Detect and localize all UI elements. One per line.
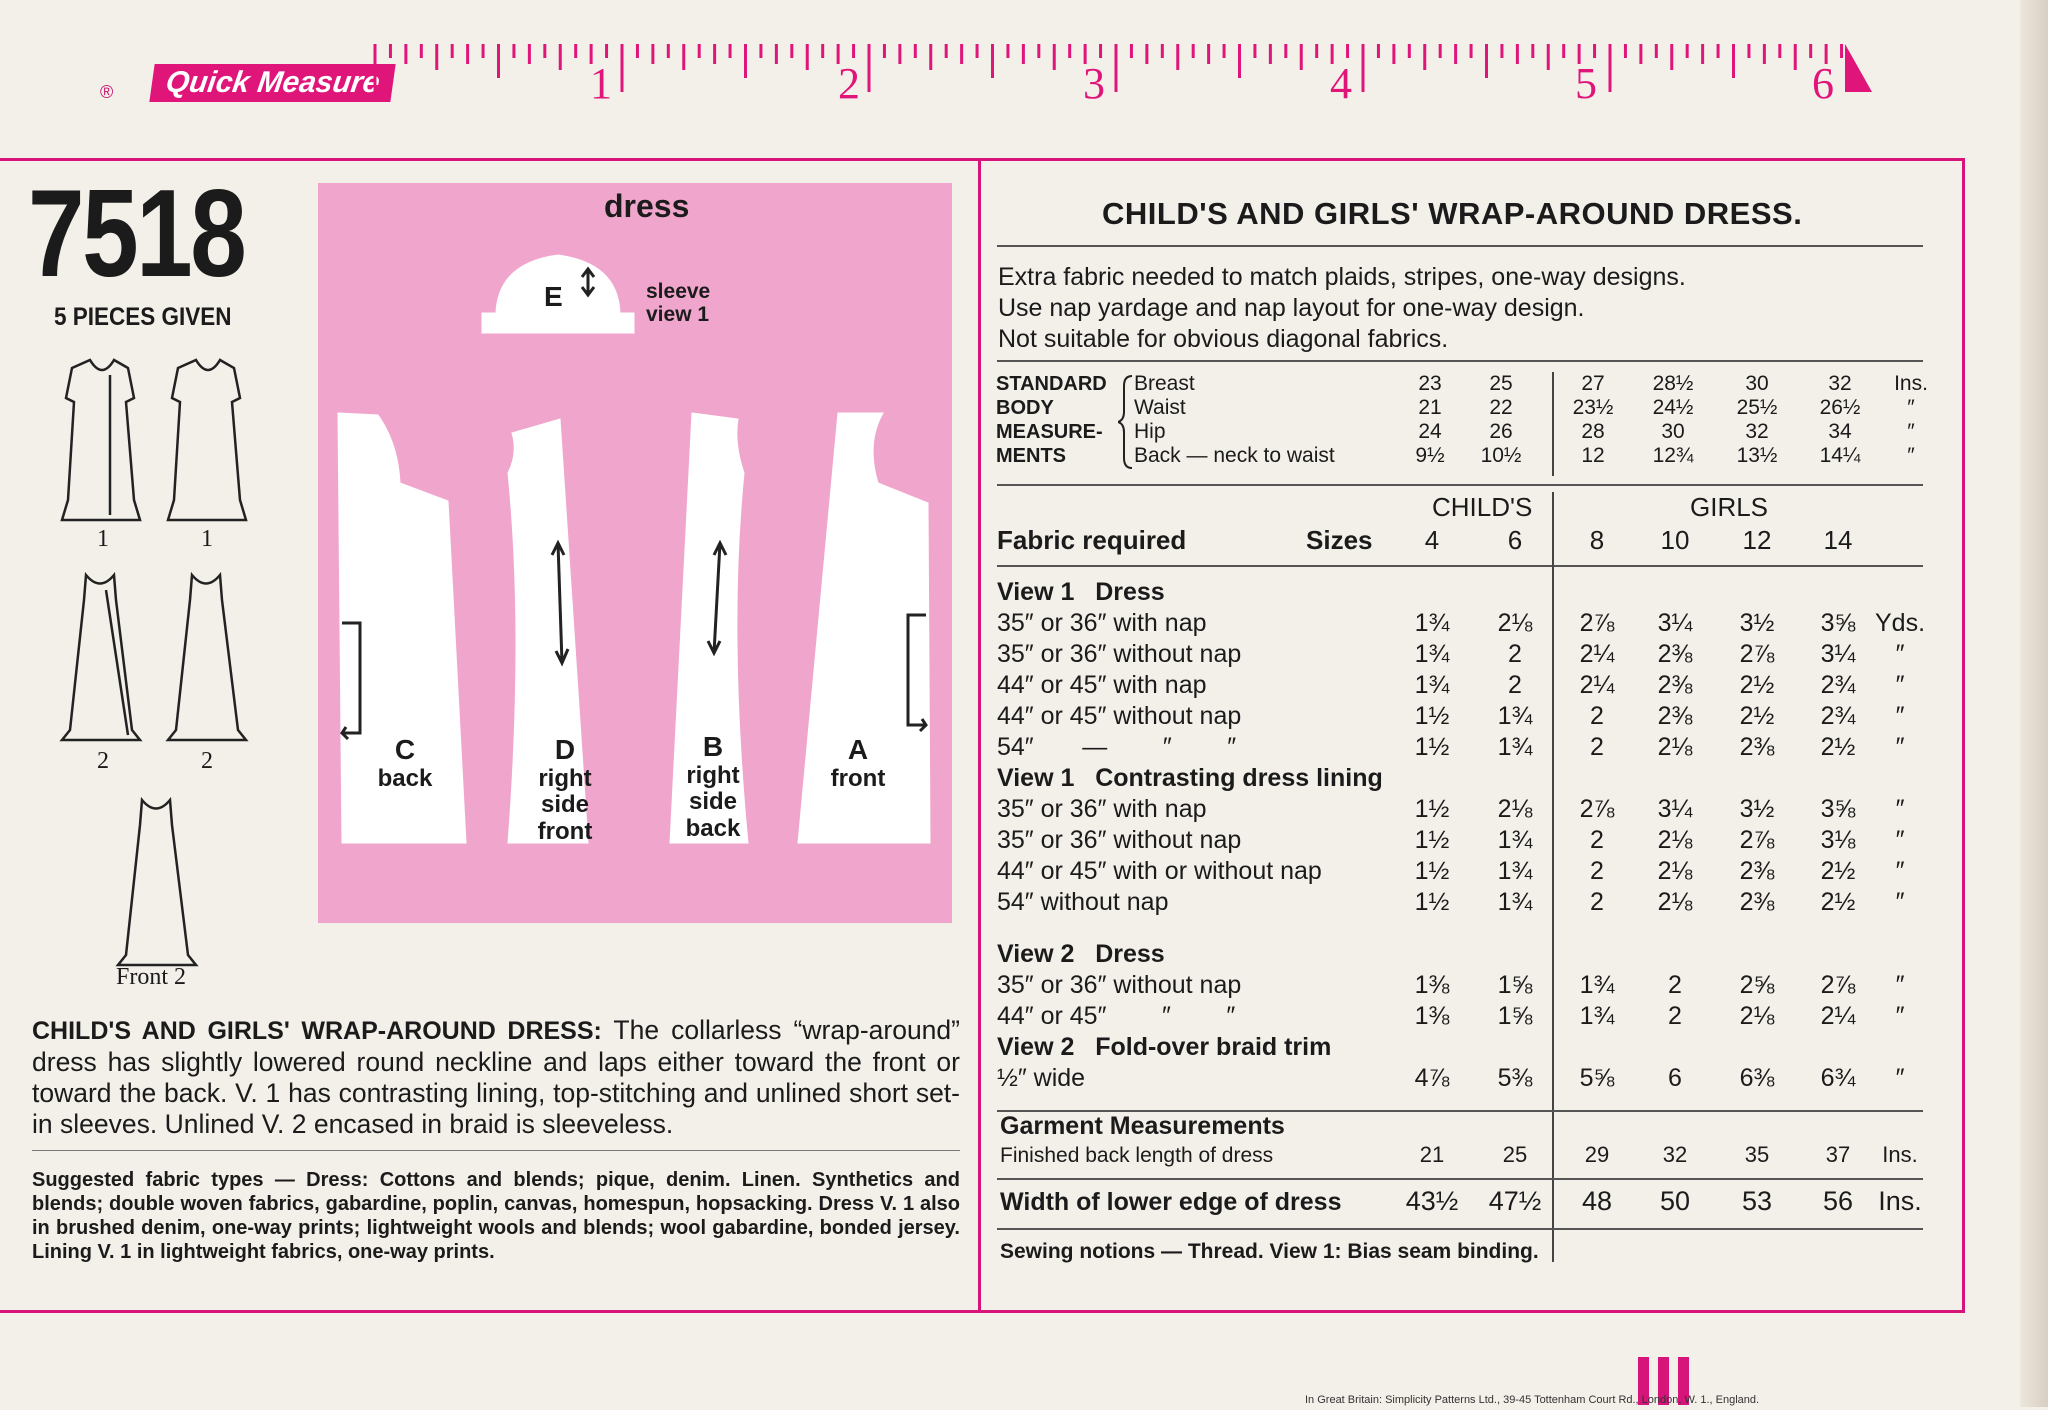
sleeve-name: sleeve [646, 280, 711, 303]
fabric-value: 1½ [1414, 826, 1450, 854]
fabric-value: 2⅛ [1497, 609, 1533, 637]
fabric-row-label: 35″ or 36″ without nap [997, 971, 1242, 999]
fabric-value: 2⅛ [1497, 795, 1533, 823]
std-unit: ″ [1907, 420, 1915, 443]
std-divider [1552, 372, 1554, 476]
fabric-value: 2¼ [1579, 671, 1615, 699]
std-value: 23½ [1572, 396, 1614, 419]
sizes-label: Sizes [1306, 525, 1373, 555]
size-header: 6 [1507, 525, 1523, 555]
piece-b-name: right side back [685, 761, 741, 842]
std-value: 21 [1418, 396, 1442, 419]
group-childs: CHILD'S [1432, 492, 1533, 522]
quick-measure-label: Quick Measure [149, 64, 396, 102]
fabric-value: 2⅛ [1657, 733, 1693, 761]
fabric-value: 2 [1590, 826, 1604, 854]
piece-d-name: right side front [537, 764, 593, 845]
std-value: 27 [1581, 372, 1605, 395]
sleeve-sub: view 1 [646, 303, 710, 327]
fabric-row-label: View 1 Contrasting dress lining [997, 764, 1383, 792]
std-value: 14¼ [1819, 444, 1861, 467]
finished-back-value: 25 [1502, 1142, 1528, 1167]
fabric-value: 1¾ [1414, 609, 1450, 637]
ruler-number-3: 3 [1083, 59, 1105, 108]
layout-title: dress [604, 188, 690, 224]
description-body: The collarless “wrap-around” dress has slightly lowered round neckline and laps either toward the front or toward the back. V. 1 has contrasting lining, top-stitching and unlined short set-in sleeves. Unlined V. 2 encased in braid is sleeveless. [32, 1015, 960, 1139]
fabric-value: 2 [1508, 671, 1522, 699]
finished-back-value: 21 [1419, 1142, 1445, 1167]
fabric-value: 2⅞ [1579, 609, 1615, 637]
fabric-value: 3⅝ [1820, 795, 1856, 823]
note-2: Use nap yardage and nap layout for one-way design. [998, 294, 1585, 322]
fabric-value: 2⅛ [1657, 857, 1693, 885]
fabric-value: 5⅝ [1579, 1064, 1615, 1092]
description-rule [32, 1150, 960, 1151]
fabric-value: 3¼ [1657, 609, 1693, 637]
fabric-row-label: View 2 Fold-over braid trim [997, 1033, 1332, 1061]
fabric-value: 2½ [1739, 671, 1775, 699]
lower-edge-label: Width of lower edge of dress [1000, 1188, 1342, 1216]
view-label-front-2: Front 2 [116, 964, 187, 990]
fabric-unit: ″ [1895, 640, 1905, 668]
fabric-value: 2⅜ [1657, 671, 1693, 699]
fabric-row-label: 44″ or 45″ with nap [997, 671, 1207, 699]
finished-back-unit: Ins. [1882, 1142, 1918, 1167]
fabric-value: 2⅞ [1739, 640, 1775, 668]
fabric-value: 2½ [1820, 857, 1856, 885]
fabric-types-body: Dress: Cottons and blends; pique, denim. Linen. Synthetics and blends; double woven fabrics, gabardine, poplin, canvas, homespun, hopsacking. Dress V. 1 also in brushed denim, one-way prints; lightweight wools and blends; wool gabardine, bonded jersey. Lining V. 1 in lightweight fabrics, one-way prints. [32, 1169, 960, 1263]
fabric-required-label: Fabric required [997, 525, 1187, 555]
fabric-value: 2⅞ [1820, 971, 1856, 999]
piece-d-letter: D [554, 734, 576, 765]
finished-back-value: 32 [1662, 1142, 1688, 1167]
std-value: 26 [1489, 420, 1513, 443]
fabric-unit: ″ [1895, 826, 1905, 854]
fabric-value: 2⅛ [1657, 826, 1693, 854]
view-label-2b: 2 [201, 748, 213, 774]
fabric-value: 2⅛ [1657, 888, 1693, 916]
fabric-unit: ″ [1895, 795, 1905, 823]
pieces-given: 5 PIECES GIVEN [54, 303, 232, 331]
fabric-row-label: 35″ or 36″ without nap [997, 826, 1242, 854]
lower-edge-rule [997, 1178, 1923, 1180]
lower-edge-value: 56 [1822, 1186, 1854, 1216]
ruler-number-4: 4 [1330, 59, 1352, 108]
fabric-value: 2¾ [1820, 702, 1856, 730]
fabric-value: 6⅜ [1739, 1064, 1775, 1092]
notions-rule [997, 1228, 1923, 1230]
chart-title: CHILD'S AND GIRLS' WRAP-AROUND DRESS. [1102, 196, 1803, 231]
fabric-row-label: View 1 Dress [997, 578, 1165, 606]
fabric-notes [998, 262, 1686, 355]
view-label-1b: 1 [201, 526, 213, 552]
piece-a-name: front [830, 764, 886, 792]
footer-address: In Great Britain: Simplicity Patterns Ltd., 39-45 Tottenham Court Rd., London, W. 1., England. [1305, 1394, 1760, 1406]
note-3: Not suitable for obvious diagonal fabrics. [998, 325, 1449, 353]
fabric-value: 1¾ [1414, 671, 1450, 699]
fabric-value: 6¾ [1820, 1064, 1856, 1092]
std-value: 12¾ [1652, 444, 1694, 467]
garment-measurements-title: Garment Measurements [1000, 1112, 1285, 1140]
fabric-value: 2 [1590, 733, 1604, 761]
childs-girls-divider [1552, 492, 1554, 1262]
fabric-value: 3½ [1739, 795, 1775, 823]
fabric-value: 2⅝ [1739, 971, 1775, 999]
fabric-value: 2 [1668, 971, 1682, 999]
fabric-value: 2 [1508, 640, 1522, 668]
fabric-value: 4⅞ [1414, 1064, 1450, 1092]
std-value: 34 [1828, 420, 1852, 443]
std-row-label: Back — neck to waist [1134, 444, 1335, 467]
std-value: 10½ [1480, 444, 1522, 467]
fabric-row-label: 35″ or 36″ with nap [997, 795, 1207, 823]
finished-back-label: Finished back length of dress [1000, 1144, 1274, 1167]
ruler-number-2: 2 [838, 59, 860, 108]
std-label-2: BODY [996, 397, 1054, 419]
size-header: 8 [1589, 525, 1605, 555]
std-rule [997, 484, 1923, 486]
fabric-row-label: 54″ — ″ ″ [997, 733, 1237, 761]
piece-e-letter: E [544, 281, 563, 312]
finished-back-value: 29 [1584, 1142, 1610, 1167]
std-row-label: Waist [1134, 396, 1186, 419]
finished-back-value: 37 [1825, 1142, 1851, 1167]
std-row-label: Hip [1134, 420, 1166, 443]
std-unit: ″ [1907, 444, 1915, 467]
std-value: 26½ [1819, 396, 1861, 419]
piece-a-letter: A [847, 734, 869, 765]
finished-back-value: 35 [1744, 1142, 1770, 1167]
std-value: 25½ [1736, 396, 1778, 419]
fabric-value: 2¾ [1820, 671, 1856, 699]
size-header: 14 [1823, 525, 1853, 555]
sewing-notions: Sewing notions — Thread. View 1: Bias seam binding. [1000, 1240, 1539, 1263]
ruler-number-6: 6 [1812, 59, 1834, 108]
group-girls: GIRLS [1690, 492, 1769, 522]
fabric-value: 2⅞ [1739, 826, 1775, 854]
fabric-value: 1¾ [1579, 1002, 1615, 1030]
fabric-value: 2¼ [1579, 640, 1615, 668]
quick-measure-ruler [0, 22, 1880, 122]
fabric-value: 2⅜ [1739, 888, 1775, 916]
fabric-value: 3¼ [1657, 795, 1693, 823]
std-value: 28 [1581, 420, 1605, 443]
fabric-value: 1⅜ [1414, 1002, 1450, 1030]
fabric-value: 2¼ [1820, 1002, 1856, 1030]
std-value: 32 [1828, 372, 1852, 395]
fabric-value: 2½ [1820, 733, 1856, 761]
fabric-value: 2⅛ [1739, 1002, 1775, 1030]
size-header: 12 [1742, 525, 1772, 555]
description-title: CHILD'S AND GIRLS' WRAP-AROUND DRESS: [32, 1017, 602, 1045]
fabric-value: 1½ [1414, 795, 1450, 823]
fabric-value: 2½ [1739, 702, 1775, 730]
fabric-value: 3⅝ [1820, 609, 1856, 637]
ruler-number-5: 5 [1575, 59, 1597, 108]
piece-c-name: back [377, 764, 433, 792]
fabric-value: 2 [1668, 1002, 1682, 1030]
fabric-row-label: 44″ or 45″ with or without nap [997, 857, 1322, 885]
lower-edge-value: 47½ [1488, 1186, 1542, 1216]
size-header: 10 [1660, 525, 1690, 555]
fabric-unit: ″ [1895, 1064, 1905, 1092]
std-label-3: MEASURE- [996, 421, 1103, 443]
lower-edge-value: 50 [1659, 1186, 1691, 1216]
std-value: 25 [1489, 372, 1513, 395]
std-value: 22 [1489, 396, 1513, 419]
fabric-value: 1¾ [1414, 640, 1450, 668]
frame-divider [978, 160, 981, 1312]
piece-c-label [360, 735, 450, 792]
sizes-rule [997, 565, 1923, 567]
lower-edge-unit: Ins. [1878, 1186, 1922, 1216]
std-value: 30 [1745, 372, 1769, 395]
suggested-fabric-types [32, 1168, 960, 1264]
std-value: 13½ [1736, 444, 1778, 467]
fabric-value: 1¾ [1497, 826, 1533, 854]
fabric-unit: ″ [1895, 1002, 1905, 1030]
fabric-value: 6 [1668, 1064, 1682, 1092]
std-value: 9½ [1415, 444, 1445, 467]
fabric-row-label: 35″ or 36″ with nap [997, 609, 1207, 637]
piece-b-letter: B [702, 731, 724, 762]
lower-edge-value: 48 [1581, 1186, 1613, 1216]
fabric-unit: ″ [1895, 888, 1905, 916]
piece-b-label [676, 732, 750, 842]
fabric-value: 1¾ [1579, 971, 1615, 999]
lower-edge-value: 43½ [1405, 1186, 1459, 1216]
fabric-value: 1⅝ [1497, 1002, 1533, 1030]
std-value: 12 [1581, 444, 1605, 467]
fabric-value: 1⅜ [1414, 971, 1450, 999]
fabric-value: 1½ [1414, 702, 1450, 730]
fabric-value: 1¾ [1497, 857, 1533, 885]
fabric-value: 2 [1590, 702, 1604, 730]
fabric-value: 2⅜ [1657, 640, 1693, 668]
fabric-value: 3¼ [1820, 640, 1856, 668]
fabric-value: 2 [1590, 888, 1604, 916]
sleeve-caption [646, 280, 710, 326]
fabric-row-label: 44″ or 45″ ″ ″ [997, 1002, 1236, 1030]
std-value: 24 [1418, 420, 1442, 443]
std-unit: Ins. [1894, 372, 1928, 395]
fabric-value: 1½ [1414, 888, 1450, 916]
notes-rule [997, 360, 1923, 362]
fabric-unit: ″ [1895, 857, 1905, 885]
fabric-value: 3⅛ [1820, 826, 1856, 854]
std-value: 23 [1418, 372, 1442, 395]
ruler-number-1: 1 [590, 59, 612, 108]
piece-c-letter: C [394, 734, 416, 765]
std-label-4: MENTS [996, 445, 1066, 467]
note-1: Extra fabric needed to match plaids, stripes, one-way designs. [998, 263, 1686, 291]
fabric-value: 1⅝ [1497, 971, 1533, 999]
fabric-row-label: 54″ without nap [997, 888, 1169, 916]
standard-body-label [996, 372, 1107, 468]
fabric-value: 2⅜ [1739, 857, 1775, 885]
fabric-unit: ″ [1895, 671, 1905, 699]
paper-edge [2020, 0, 2048, 1407]
ruler-ticks [0, 22, 1880, 122]
fabric-row-label: 44″ or 45″ without nap [997, 702, 1242, 730]
fabric-unit: ″ [1895, 702, 1905, 730]
fabric-value: 1¾ [1497, 702, 1533, 730]
std-value: 32 [1745, 420, 1769, 443]
std-value: 24½ [1652, 396, 1694, 419]
fabric-row-label: View 2 Dress [997, 940, 1165, 968]
std-label-1: STANDARD [996, 373, 1107, 395]
fabric-value: 2⅞ [1579, 795, 1615, 823]
std-value: 30 [1661, 420, 1685, 443]
fabric-types-lead: Suggested fabric types — [32, 1169, 295, 1191]
fabric-row-label: ½″ wide [997, 1064, 1086, 1092]
fabric-value: 2⅜ [1739, 733, 1775, 761]
pattern-number: 7518 [28, 165, 245, 303]
fabric-value: 1¾ [1497, 733, 1533, 761]
fabric-value: 1½ [1414, 857, 1450, 885]
fabric-value: 2⅜ [1657, 702, 1693, 730]
title-rule [997, 245, 1923, 247]
fabric-value: 3½ [1739, 609, 1775, 637]
fabric-unit: Yds. [1875, 609, 1926, 637]
fabric-value: 1½ [1414, 733, 1450, 761]
lower-edge-value: 53 [1741, 1186, 1773, 1216]
std-unit: ″ [1907, 396, 1915, 419]
registered-mark: ® [100, 82, 114, 102]
std-value: 28½ [1652, 372, 1694, 395]
piece-d-label [528, 735, 602, 845]
fabric-unit: ″ [1895, 971, 1905, 999]
pattern-pieces-drawing [318, 183, 952, 923]
size-header: 4 [1424, 525, 1440, 555]
fabric-unit: ″ [1895, 733, 1905, 761]
fabric-value: 2½ [1820, 888, 1856, 916]
dress-description [32, 1015, 960, 1140]
fabric-row-label: 35″ or 36″ without nap [997, 640, 1242, 668]
std-row-label: Breast [1134, 372, 1195, 395]
view-label-1a: 1 [97, 526, 109, 552]
piece-a-label [818, 735, 898, 792]
view-label-2a: 2 [97, 748, 109, 774]
fabric-value: 1¾ [1497, 888, 1533, 916]
fabric-value: 2 [1590, 857, 1604, 885]
fabric-value: 5⅜ [1497, 1064, 1533, 1092]
